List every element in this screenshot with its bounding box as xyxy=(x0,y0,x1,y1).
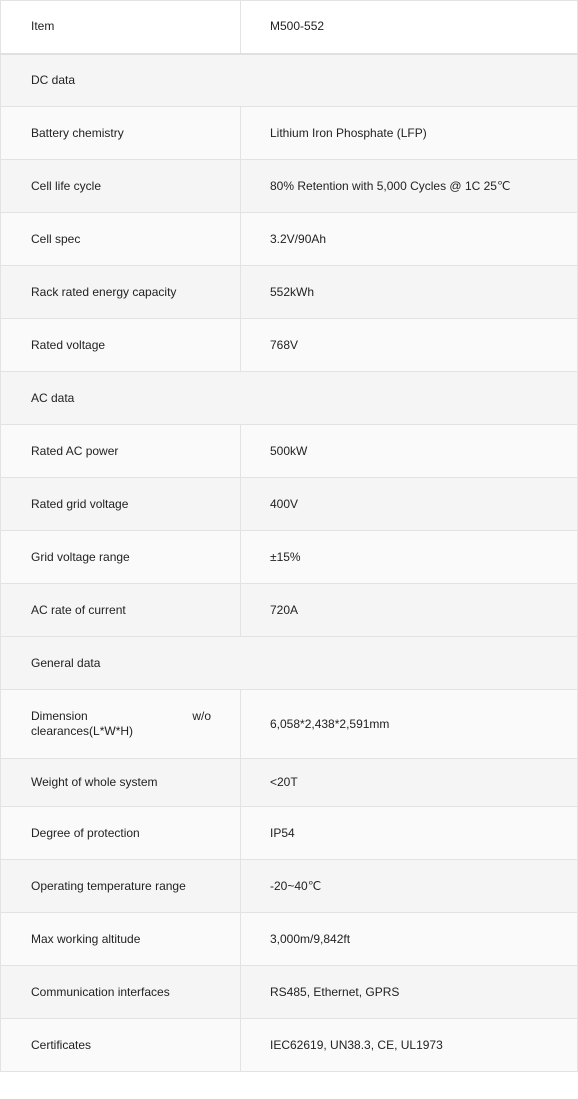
row-label: Operating temperature range xyxy=(1,860,241,913)
table-row xyxy=(1,966,578,1019)
row-value: 720A xyxy=(241,584,578,637)
row-value: RS485, Ethernet, GPRS xyxy=(241,966,578,1019)
table-row xyxy=(1,266,578,319)
row-label: Degree of protection xyxy=(1,807,241,860)
table-row xyxy=(1,807,578,860)
row-value: 80% Retention with 5,000 Cycles @ 1C 25℃ xyxy=(241,160,578,213)
table-row xyxy=(1,160,578,213)
section-row-general xyxy=(1,637,578,690)
row-label: Certificates xyxy=(1,1019,241,1072)
row-label: Max working altitude xyxy=(1,913,241,966)
row-value: 552kWh xyxy=(241,266,578,319)
table-row xyxy=(1,107,578,160)
row-value: ±15% xyxy=(241,531,578,584)
row-value: 3.2V/90Ah xyxy=(241,213,578,266)
row-value: 500kW xyxy=(241,425,578,478)
row-label: Weight of whole system xyxy=(1,759,241,807)
table-row xyxy=(1,913,578,966)
dimension-label-part2: w/o xyxy=(192,709,211,723)
row-label: Rated grid voltage xyxy=(1,478,241,531)
table-row xyxy=(1,690,578,759)
row-value: <20T xyxy=(241,759,578,807)
dimension-label-part3: clearances(L*W*H) xyxy=(31,724,134,738)
row-label: Communication interfaces xyxy=(1,966,241,1019)
section-row-dc xyxy=(1,54,578,107)
section-row-ac xyxy=(1,372,578,425)
row-label: Grid voltage range xyxy=(1,531,241,584)
table-row xyxy=(1,319,578,372)
table-row xyxy=(1,860,578,913)
row-label: Cell life cycle xyxy=(1,160,241,213)
section-title-dc: DC data xyxy=(1,54,578,107)
table-row xyxy=(1,425,578,478)
dimension-label-part1: Dimension xyxy=(31,709,88,723)
row-label: Rated AC power xyxy=(1,425,241,478)
row-label: Rack rated energy capacity xyxy=(1,266,241,319)
table-header-row xyxy=(1,1,578,54)
table-row xyxy=(1,759,578,807)
row-label: Rated voltage xyxy=(1,319,241,372)
row-label: Battery chemistry xyxy=(1,107,241,160)
row-value: 400V xyxy=(241,478,578,531)
row-label xyxy=(1,690,241,759)
row-label: Cell spec xyxy=(1,213,241,266)
header-model-cell: M500-552 xyxy=(241,1,578,54)
section-title-general: General data xyxy=(1,637,578,690)
row-value: 3,000m/9,842ft xyxy=(241,913,578,966)
row-value: 768V xyxy=(241,319,578,372)
row-value: -20~40℃ xyxy=(241,860,578,913)
row-value: 6,058*2,438*2,591mm xyxy=(241,690,578,759)
table-row xyxy=(1,478,578,531)
header-item-cell: Item xyxy=(1,1,241,54)
row-value: IP54 xyxy=(241,807,578,860)
row-label: AC rate of current xyxy=(1,584,241,637)
table-row xyxy=(1,213,578,266)
row-value: Lithium Iron Phosphate (LFP) xyxy=(241,107,578,160)
dimension-label-line xyxy=(31,709,211,724)
section-title-ac: AC data xyxy=(1,372,578,425)
table-row xyxy=(1,584,578,637)
table-row xyxy=(1,1019,578,1072)
row-value: IEC62619, UN38.3, CE, UL1973 xyxy=(241,1019,578,1072)
table-row xyxy=(1,531,578,584)
